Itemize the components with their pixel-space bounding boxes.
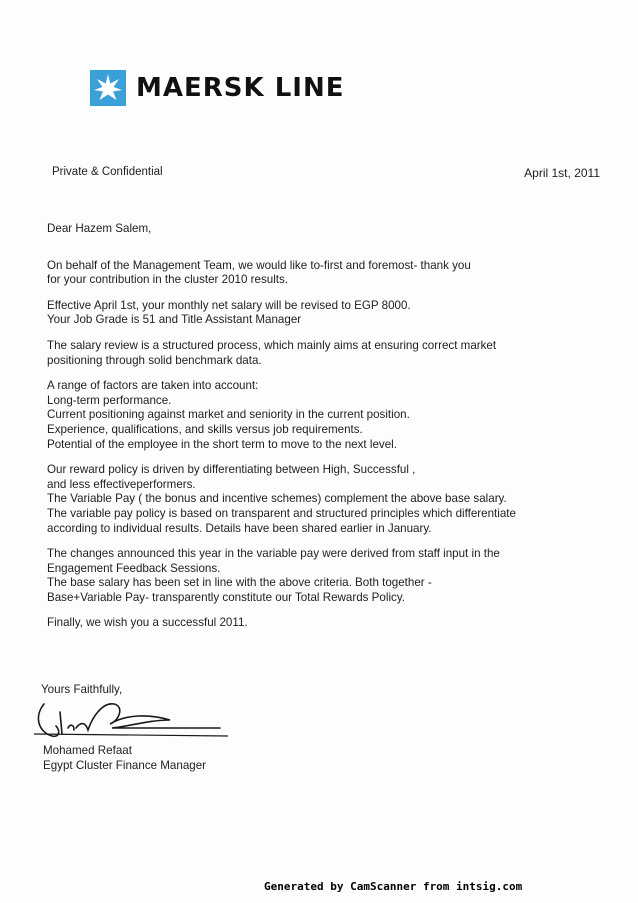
text-line: Base+Variable Pay- transparently constitute our Total Rewards Policy. <box>47 590 405 604</box>
signer-title: Egypt Cluster Finance Manager <box>43 758 207 772</box>
letter-body <box>47 222 607 642</box>
text-line: Effective April 1st, your monthly net salary will be revised to EGP 8000. <box>47 298 411 312</box>
scanner-footer: Generated by CamScanner from intsig.com <box>264 880 523 893</box>
text-line: Finally, we wish you a successful 2011. <box>47 616 248 630</box>
salutation: Dear Hazem Salem, <box>47 222 152 235</box>
paragraph <box>47 339 607 368</box>
text-line: The changes announced this year in the variable pay were derived from staff input in the <box>47 547 500 561</box>
text-line: for your contribution in the cluster 2010 results. <box>47 273 289 287</box>
letter-date: April 1st, 2011 <box>524 166 600 180</box>
text-line: The salary review is a structured process, which mainly aims at ensuring correct market <box>47 338 497 352</box>
handwritten-signature <box>30 690 230 750</box>
text-line: Long-term performance. <box>47 393 172 407</box>
paragraph <box>47 379 607 452</box>
text-line: positioning through solid benchmark data. <box>47 353 262 367</box>
text-line: Our reward policy is driven by differentiating between High, Successful , <box>47 463 416 477</box>
paragraph <box>47 547 607 605</box>
text-line: Experience, qualifications, and skills versus job requirements. <box>47 422 363 436</box>
text-line: according to individual results. Details have been shared earlier in January. <box>47 521 432 535</box>
paragraph <box>47 463 607 536</box>
text-line: Engagement Feedback Sessions. <box>47 561 221 575</box>
paragraph <box>47 299 607 328</box>
text-line: Current positioning against market and seniority in the current position. <box>47 408 410 422</box>
paragraph <box>47 616 607 631</box>
text-line: On behalf of the Management Team, we would like to-first and foremost- thank you <box>47 258 471 272</box>
text-line: The base salary has been set in line with the above criteria. Both together - <box>47 576 432 590</box>
text-line: Your Job Grade is 51 and Title Assistant Manager <box>47 313 302 327</box>
paragraph <box>47 259 607 288</box>
text-line: The variable pay policy is based on transparent and structured principles which differentiate <box>47 506 516 520</box>
signer-block <box>43 744 206 773</box>
confidentiality-label: Private & Confidential <box>52 166 163 178</box>
text-line: Potential of the employee in the short term to move to the next level. <box>47 437 397 451</box>
text-line: and less effectiveperformers. <box>47 477 196 491</box>
company-logo <box>90 70 344 106</box>
text-line: The Variable Pay ( the bonus and incentive schemes) complement the above base salary. <box>47 492 507 506</box>
company-name: MAERSK LINE <box>136 73 345 103</box>
seven-pointed-star-icon <box>90 70 126 106</box>
signer-name: Mohamed Refaat <box>43 744 132 757</box>
text-line: A range of factors are taken into account: <box>47 379 259 393</box>
closing: Yours Faithfully, <box>41 683 123 696</box>
